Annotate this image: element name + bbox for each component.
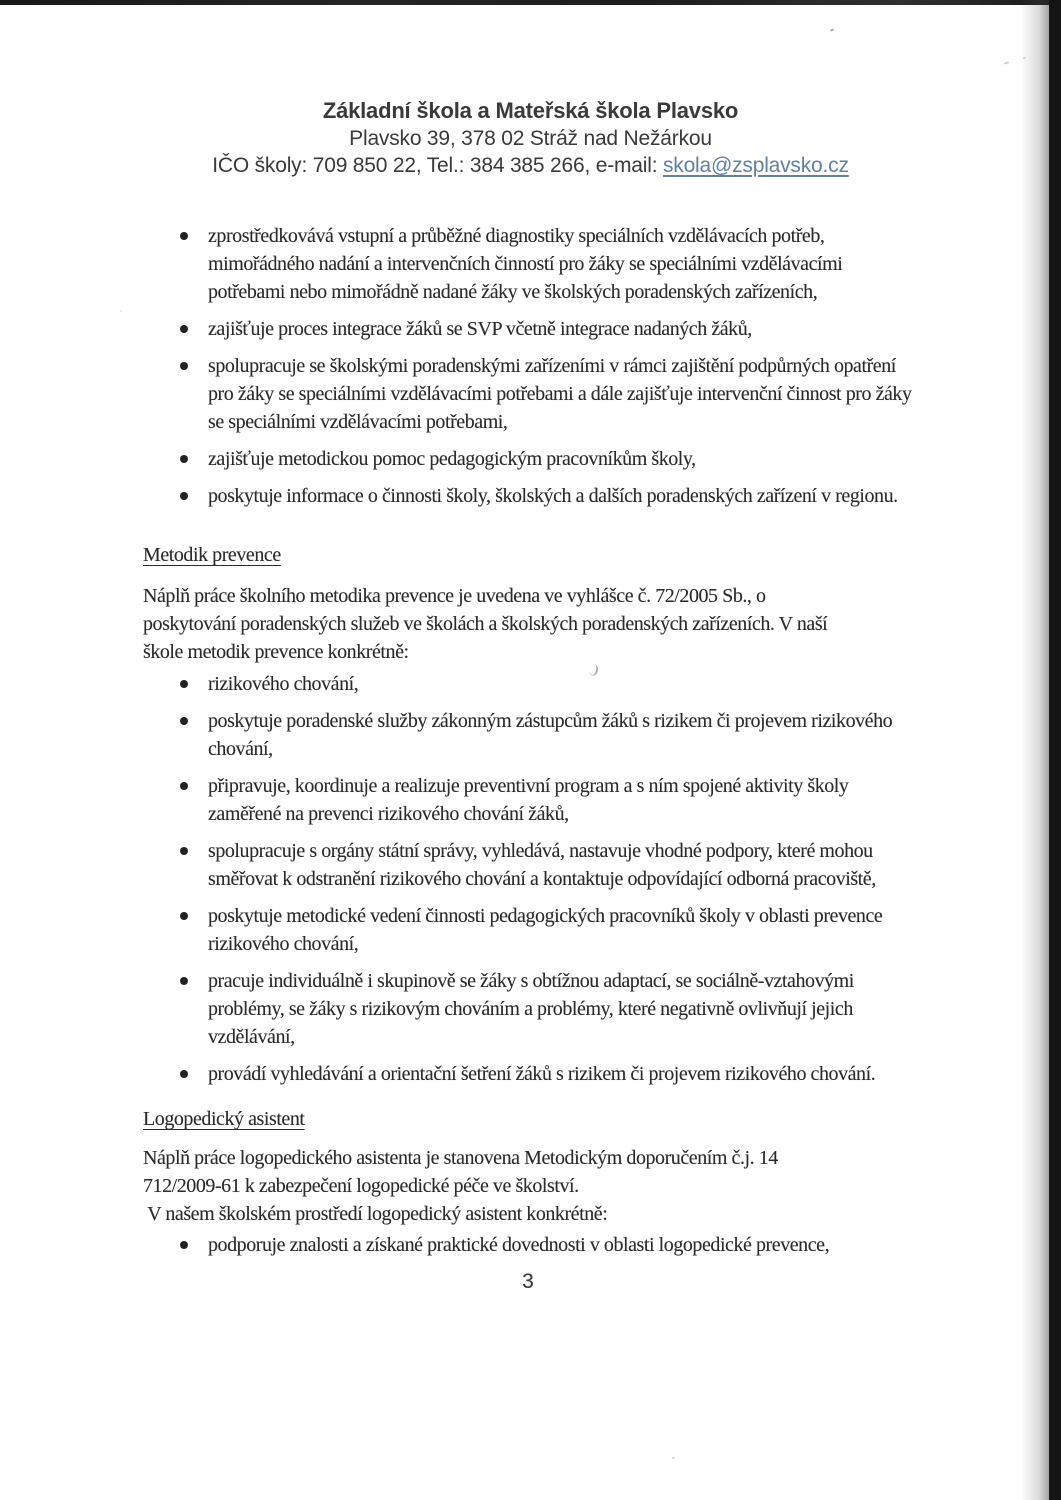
section-title-logopedicky-asistent: Logopedický asistent [143, 1108, 305, 1130]
list-item: poskytuje metodické vedení činnosti pedagogických pracovníků školy v oblasti prevence rizikového chování, [143, 902, 913, 958]
paragraph-line: Náplň práce logopedického asistenta je stanovena Metodickým doporučením č.j. 14 [143, 1147, 778, 1169]
page-number: 3 [522, 1270, 534, 1293]
logopedicky-asistent-duties-list [143, 1231, 913, 1259]
list-item: zajišťuje metodickou pomoc pedagogickým pracovníkům školy, [143, 445, 913, 473]
school-contact-text: IČO školy: 709 850 22, Tel.: 384 385 266, e-mail: [212, 154, 663, 177]
scan-speck [672, 1457, 675, 1459]
metodik-prevence-intro [143, 582, 913, 666]
paragraph-line: 712/2009-61 k zabezpečení logopedické péče ve školství. [143, 1175, 579, 1197]
school-address: Plavsko 39, 378 02 Stráž nad Nežárkou [349, 127, 712, 150]
list-item: spolupracuje s orgány státní správy, vyhledává, nastavuje vhodné podpory, které mohou směřovat k odstranění rizikového chování a kontaktuje odpovídající odborná pracoviště, [143, 837, 913, 893]
document-header [0, 0, 1061, 179]
list-item: pracuje individuálně i skupinově se žáky s obtížnou adaptací, se sociálně-vztahovými problémy, se žáky s rizikovým chováním a problémy, které negativně ovlivňují jejich vzdělávání, [143, 967, 913, 1051]
scan-right-edge [1049, 0, 1061, 1500]
list-item: podporuje znalosti a získané praktické dovednosti v oblasti logopedické prevence, [143, 1231, 913, 1259]
paragraph-line: poskytování poradenských služeb ve školách a školských poradenských zařízeních. V naší [143, 613, 828, 635]
email-link[interactable]: skola@zsplavsko.cz [662, 154, 849, 177]
list-item: poskytuje poradenské služby zákonným zástupcům žáků s rizikem či projevem rizikového chování, [143, 707, 913, 763]
paper-edge-shadow [1021, 0, 1049, 1500]
paragraph-line: škole metodik prevence konkrétně: [143, 641, 409, 663]
section-title-metodik-prevence: Metodik prevence [143, 544, 281, 566]
scan-top-edge [0, 0, 1061, 5]
list-item: spolupracuje se školskými poradenskými zařízeními v rámci zajištění podpůrných opatření pro žáky se speciálními vzdělávacími potřebami a dále zajišťuje intervenční činnost pro žáky se speciálními vzdělávacími potřebami, [143, 352, 913, 436]
scan-speck [120, 310, 122, 312]
list-item: zajišťuje proces integrace žáků se SVP včetně integrace nadaných žáků, [143, 315, 913, 343]
school-contact-line [0, 152, 1061, 179]
list-item: poskytuje informace o činnosti školy, školských a dalších poradenských zařízení v regionu. [143, 482, 913, 510]
list-item: připravuje, koordinuje a realizuje preventivní program a s ním spojené aktivity školy zaměřené na prevenci rizikového chování žáků, [143, 772, 913, 828]
counselor-duties-list [143, 222, 913, 510]
paragraph-line: V našem školském prostředí logopedický asistent konkrétně: [143, 1203, 608, 1225]
metodik-prevence-duties-list [143, 670, 913, 1088]
list-item: zprostředkovává vstupní a průběžné diagnostiky speciálních vzdělávacích potřeb, mimořádného nadání a intervenčních činností pro žáky se speciálními vzdělávacími potřebami nebo mimořádně nadané žáky ve školských poradenských zařízeních, [143, 222, 913, 306]
scan-speck [1023, 57, 1026, 59]
list-item: rizikového chování, [143, 670, 913, 698]
school-name: Základní škola a Mateřská škola Plavsko [322, 98, 739, 123]
list-item: provádí vyhledávání a orientační šetření žáků s rizikem či projevem rizikového chování. [143, 1060, 913, 1088]
paragraph-line: Náplň práce školního metodika prevence je uvedena ve vyhlášce č. 72/2005 Sb., o [143, 585, 766, 607]
document-body [0, 222, 1061, 1296]
logopedicky-asistent-intro [143, 1144, 913, 1228]
